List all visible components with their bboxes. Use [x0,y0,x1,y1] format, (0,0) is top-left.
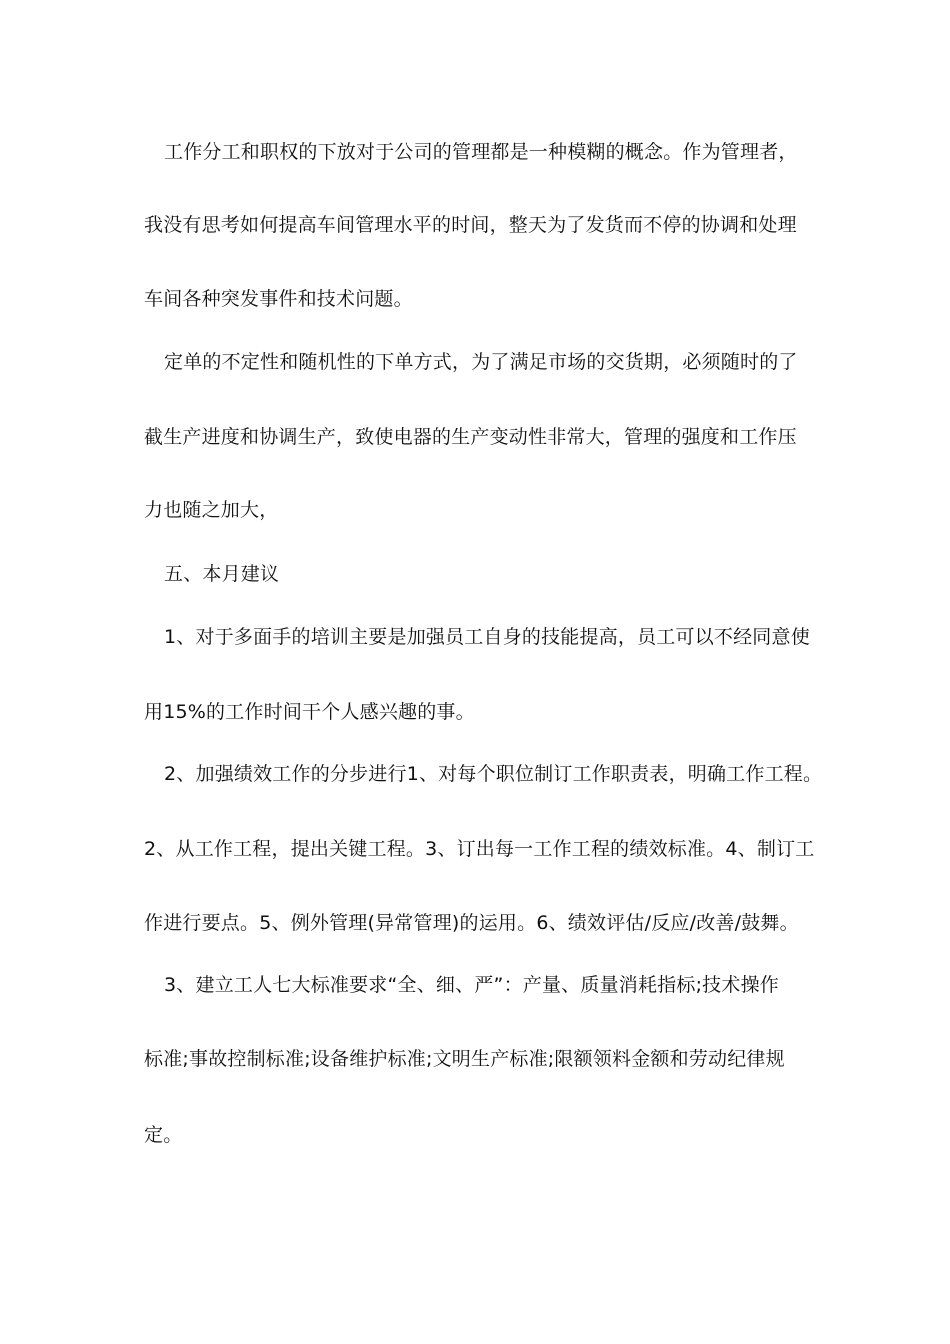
text-line: 定单的不定性和随机性的下单方式，为了满足市场的交货期，必须随时的了 [164,351,798,373]
text-line: 定。 [144,1124,183,1146]
text-line: 截生产进度和协调生产，致使电器的生产变动性非常大，管理的强度和工作压 [144,426,797,448]
text-line: 3、建立工人七大标准要求“全、细、严”：产量、质量消耗指标;技术操作 [164,974,779,996]
text-line: 作进行要点。5、例外管理(异常管理)的运用。6、绩效评估/反应/改善/鼓舞。 [144,912,799,934]
text-line: 1、对于多面手的培训主要是加强员工自身的技能提高，员工可以不经同意使 [164,626,810,648]
text-line: 用15%的工作时间干个人感兴趣的事。 [144,701,475,723]
text-line: 工作分工和职权的下放对于公司的管理都是一种模糊的概念。作为管理者， [164,141,798,163]
text-line: 力也随之加大， [144,499,279,521]
text-line: 我没有思考如何提高车间管理水平的时间，整天为了发货而不停的协调和处理 [144,214,797,236]
text-line: 2、从工作工程，提出关键工程。3、订出每一工作工程的绩效标准。4、制订工 [144,838,815,860]
section-heading: 五、本月建议 [164,563,280,585]
text-line: 车间各种突发事件和技术问题。 [144,288,413,310]
text-line: 标准;事故控制标准;设备维护标准;文明生产标准;限额领料金额和劳动纪律规 [144,1048,785,1070]
text-line: 2、加强绩效工作的分步进行1、对每个职位制订工作职责表，明确工作工程。 [164,763,823,785]
